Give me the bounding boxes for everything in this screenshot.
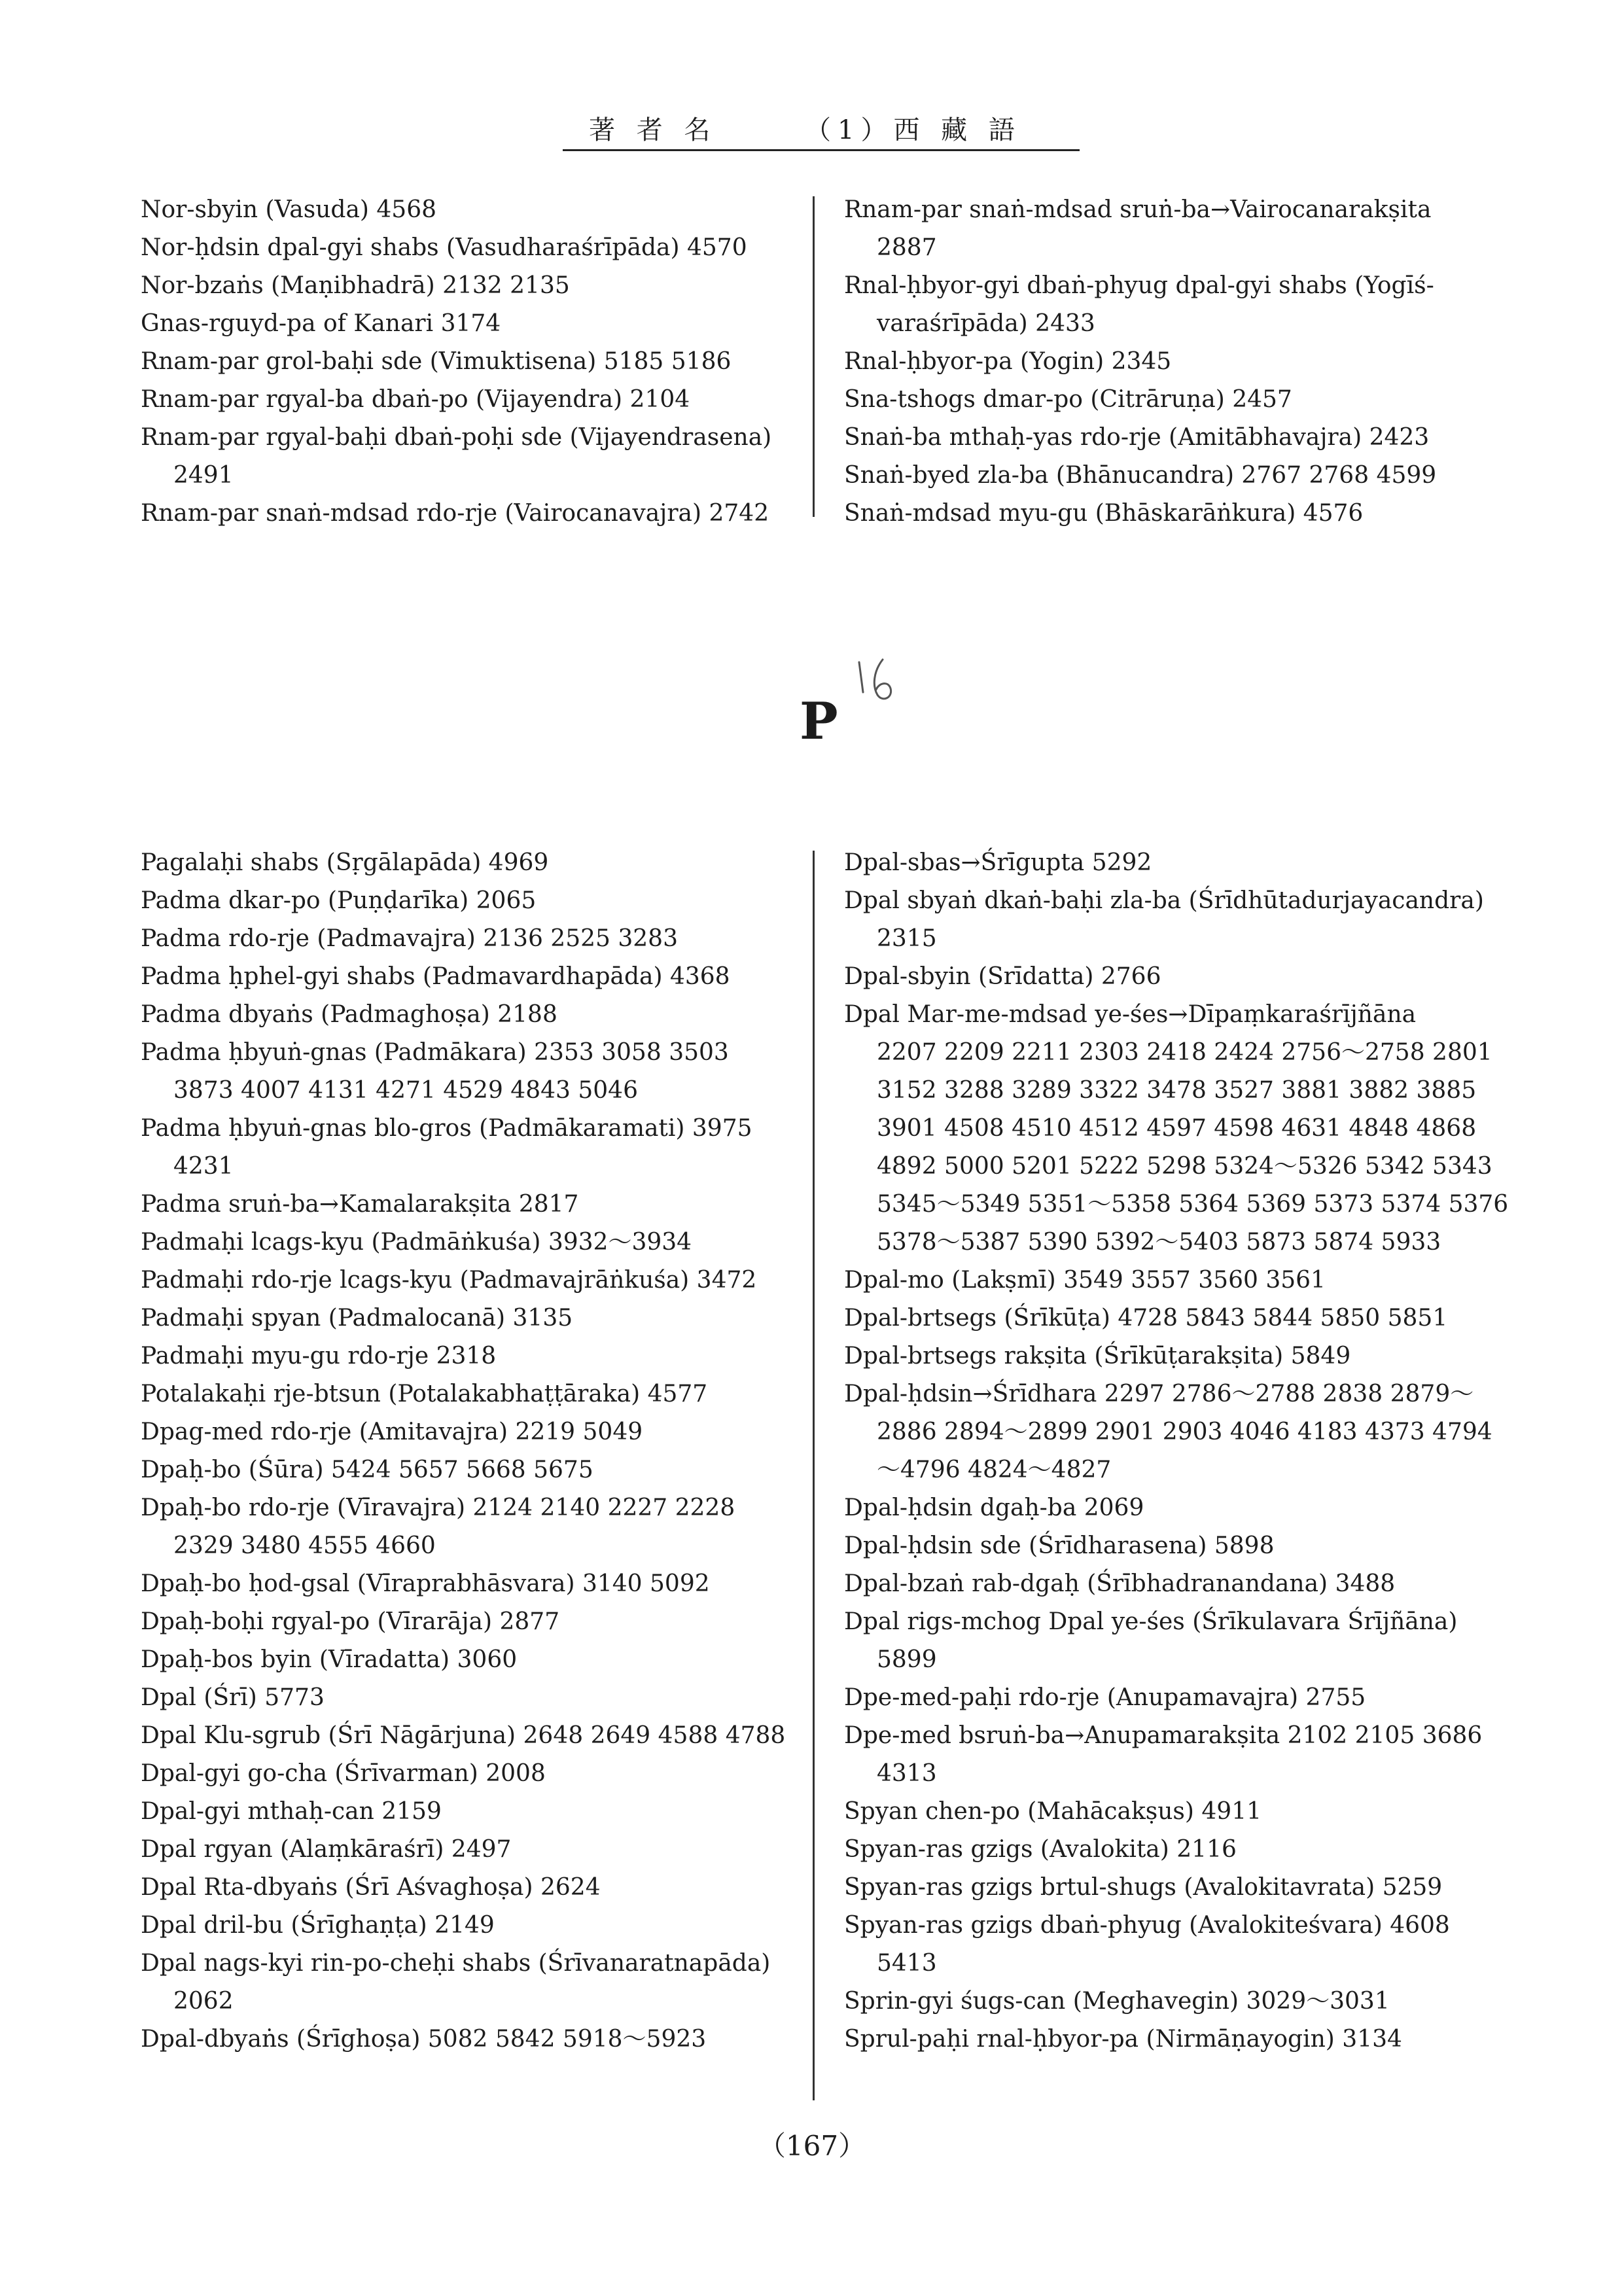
entry-line: Dpal-gyi mthaḥ-can 2159 [141,1798,442,1825]
index-entry [141,1755,785,1793]
index-entry [844,882,1508,958]
index-entry [141,1831,785,1869]
entry-line: Dpal-bzaṅ rab-dgaḥ (Śrībhadranandana) 3488 [844,1570,1396,1597]
index-entry [844,1299,1508,1337]
entry-line: Dpal-sbyin (Srīdatta) 2766 [844,963,1161,990]
entry-continuation: 2207 2209 2211 2303 2418 2424 2756～2758 2801 [877,1039,1492,1066]
entry-continuation: 2886 2894～2899 2901 2903 4046 4183 4373 4794 [877,1419,1492,1445]
index-entry [141,1489,785,1565]
entry-continuation: 5413 [877,1950,937,1977]
index-entry [141,1224,785,1262]
index-entry [141,1603,785,1641]
index-entry [141,1793,785,1831]
entry-line: Sprul-paḥi rnal-ḥbyor-pa (Nirmāṇayogin) 3134 [844,2026,1402,2053]
index-entry [844,1869,1508,1907]
entry-line: Dpe-med bsruṅ-ba→Anupamarakṣita 2102 2105 3686 [844,1722,1483,1749]
entry-continuation: varaśrīpāda) 2433 [877,310,1095,337]
index-entry [844,844,1508,882]
entry-line: Padma dkar-po (Puṇḍarīka) 2065 [141,887,537,914]
index-entry [141,1262,785,1299]
page-header [563,111,1080,151]
entry-line: Snaṅ-mdsad myu-gu (Bhāskarāṅkura) 4576 [844,500,1364,527]
index-entry [844,1793,1508,1831]
index-entry [141,920,785,958]
entry-line: Padma ḥbyuṅ-gnas (Padmākara) 2353 3058 3503 [141,1039,729,1066]
column-divider [813,196,815,517]
entry-line: Dpag-med rdo-rje (Amitavajra) 2219 5049 [141,1419,643,1445]
index-entry [141,1869,785,1907]
index-entry [844,958,1508,996]
entry-line: Gnas-rguyd-pa of Kanari 3174 [141,310,501,337]
top-right-column [844,191,1436,533]
entry-continuation: 2329 3480 4555 4660 [173,1532,436,1559]
index-entry [141,1337,785,1375]
entry-line: Padma ḥbyuṅ-gnas blo-gros (Padmākaramati) 3975 [141,1115,752,1142]
entry-line: Dpaḥ-bos byin (Vīradatta) 3060 [141,1646,518,1673]
entry-line: Dpal-brtsegs (Śrīkūṭa) 4728 5843 5844 5850 5851 [844,1305,1448,1332]
entry-line: Sna-tshogs dmar-po (Citrāruṇa) 2457 [844,386,1292,413]
entry-continuation: 2315 [877,925,937,952]
index-entry [844,1489,1508,1527]
entry-line: Potalakaḥi rje-btsun (Potalakabhaṭṭāraka) 4577 [141,1381,708,1407]
index-entry [844,1907,1508,1983]
entry-line: Dpal rgyan (Alaṃkāraśrī) 2497 [141,1836,512,1863]
index-entry [141,1641,785,1679]
index-entry [141,958,785,996]
entry-line: Padmaḥi rdo-rje lcags-kyu (Padmavajrāṅkuśa) 3472 [141,1267,757,1294]
index-entry [844,267,1436,343]
entry-line: Dpal-brtsegs rakṣita (Śrīkūṭarakṣita) 5849 [844,1343,1351,1369]
entry-line: Spyan-ras gzigs dbaṅ-phyug (Avalokiteśvara) 4608 [844,1912,1450,1939]
entry-continuation: 5378～5387 5390 5392～5403 5873 5874 5933 [877,1229,1441,1256]
entry-line: Padma dbyaṅs (Padmaghoṣa) 2188 [141,1001,557,1028]
entry-line: Pagalaḥi shabs (Sṛgālapāda) 4969 [141,849,549,876]
index-entry [844,1565,1508,1603]
entry-line: Snaṅ-byed zla-ba (Bhānucandra) 2767 2768 4599 [844,462,1437,489]
index-entry [844,1527,1508,1565]
entry-line: Nor-sbyin (Vasuda) 4568 [141,196,437,223]
entry-line: Dpal (Śrī) 5773 [141,1684,325,1711]
page-number: （167） [758,2130,866,2162]
index-entry [141,1299,785,1337]
column-divider [813,851,815,2100]
entry-continuation: 3152 3288 3289 3322 3478 3527 3881 3882 3885 [877,1077,1477,1104]
entry-line: Dpal-sbas→Śrīgupta 5292 [844,849,1152,876]
header-title: 著 者 名 [589,115,717,145]
entry-continuation: 5345～5349 5351～5358 5364 5369 5373 5374 5376 [877,1191,1509,1218]
entry-line: Rnam-par rgyal-baḥi dbaṅ-poḥi sde (Vijayendrasena) [141,424,772,451]
entry-line: Dpaḥ-bo rdo-rje (Vīravajra) 2124 2140 2227 2228 [141,1494,735,1521]
entry-line: Padma sruṅ-ba→Kamalarakṣita 2817 [141,1191,579,1218]
index-entry [141,996,785,1034]
index-entry [844,2021,1508,2058]
bottom-right-column [844,844,1508,2058]
entry-line: Padmaḥi spyan (Padmalocanā) 3135 [141,1305,573,1332]
entry-line: Padmaḥi myu-gu rdo-rje 2318 [141,1343,497,1369]
index-entry [141,229,771,267]
index-entry [141,495,771,533]
entry-line: Rnam-par snaṅ-mdsad rdo-rje (Vairocanavajra) 2742 [141,500,769,527]
entry-line: Dpal Mar-me-mdsad ye-śes→Dīpaṃkaraśrījñāna [844,1001,1417,1028]
entry-line: Dpal sbyaṅ dkaṅ-baḥi zla-ba (Śrīdhūtadurjayacandra) [844,887,1484,914]
index-entry [844,1262,1508,1299]
entry-line: Dpal-mo (Lakṣmī) 3549 3557 3560 3561 [844,1267,1326,1294]
entry-line: Dpaḥ-bo (Śūra) 5424 5657 5668 5675 [141,1457,593,1483]
index-entry [141,1034,785,1110]
entry-line: Spyan-ras gzigs brtul-shugs (Avalokitavrata) 5259 [844,1874,1443,1901]
index-entry [141,419,771,495]
section-letter: P [800,692,838,751]
entry-continuation: 2062 [173,1988,234,2015]
entry-line: Dpal-ḥdsin sde (Śrīdharasena) 5898 [844,1532,1275,1559]
index-entry [844,343,1436,381]
entry-line: Dpal dril-bu (Śrīghaṇṭa) 2149 [141,1912,495,1939]
entry-line: Nor-bzaṅs (Maṇibhadrā) 2132 2135 [141,272,570,299]
index-entry [141,343,771,381]
entry-line: Dpal rigs-mchog Dpal ye-śes (Śrīkulavara Śrījñāna) [844,1608,1458,1635]
entry-line: Rnam-par grol-baḥi sde (Vimuktisena) 5185 5186 [141,348,732,375]
index-entry [141,1907,785,1945]
index-entry [141,191,771,229]
entry-line: Padma rdo-rje (Padmavajra) 2136 2525 3283 [141,925,678,952]
index-entry [844,1983,1508,2021]
entry-line: Dpal Klu-sgrub (Śrī Nāgārjuna) 2648 2649 4588 4788 [141,1722,786,1749]
index-entry [844,191,1436,267]
entry-line: Snaṅ-ba mthaḥ-yas rdo-rje (Amitābhavajra) 2423 [844,424,1430,451]
index-entry [141,1565,785,1603]
entry-line: Dpal-ḥdsin dgaḥ-ba 2069 [844,1494,1144,1521]
entry-line: Dpal-gyi go-cha (Śrīvarman) 2008 [141,1760,546,1787]
index-entry [141,1451,785,1489]
index-entry [141,1717,785,1755]
index-entry [141,1679,785,1717]
index-entry [844,996,1508,1262]
entry-line: Padmaḥi lcags-kyu (Padmāṅkuśa) 3932～3934 [141,1229,692,1256]
bottom-left-column [141,844,785,2058]
entry-line: Padma ḥphel-gyi shabs (Padmavardhapāda) 4368 [141,963,730,990]
entry-continuation: 4313 [877,1760,937,1787]
index-entry [844,381,1436,419]
index-entry [141,882,785,920]
index-entry [141,1186,785,1224]
index-entry [141,305,771,343]
entry-line: Dpal-ḥdsin→Śrīdhara 2297 2786～2788 2838 2879～ [844,1381,1474,1407]
index-entry [141,2021,785,2058]
index-entry [141,267,771,305]
index-entry [844,1375,1508,1489]
index-entry [141,844,785,882]
index-entry [844,1831,1508,1869]
index-entry [844,1717,1508,1793]
index-entry [141,1375,785,1413]
entry-continuation: 4231 [173,1153,234,1180]
entry-line: Spyan chen-po (Mahācakṣus) 4911 [844,1798,1262,1825]
entry-line: Dpaḥ-boḥi rgyal-po (Vīrarāja) 2877 [141,1608,560,1635]
entry-continuation: 3901 4508 4510 4512 4597 4598 4631 4848 4868 [877,1115,1477,1142]
entry-line: Nor-ḥdsin dpal-gyi shabs (Vasudharaśrīpāda) 4570 [141,234,747,261]
index-entry [844,495,1436,533]
entry-line: Dpal Rta-dbyaṅs (Śrī Aśvaghoṣa) 2624 [141,1874,601,1901]
index-entry [141,1110,785,1186]
entry-line: Rnam-par snaṅ-mdsad sruṅ-ba→Vairocanarakṣita [844,196,1432,223]
entry-line: Spyan-ras gzigs (Avalokita) 2116 [844,1836,1237,1863]
index-entry [844,1337,1508,1375]
entry-line: Rnam-par rgyal-ba dbaṅ-po (Vijayendra) 2104 [141,386,690,413]
entry-line: Rnal-ḥbyor-pa (Yogin) 2345 [844,348,1172,375]
handwritten-mark [854,654,906,713]
entry-line: Sprin-gyi śugs-can (Meghavegin) 3029～3031 [844,1988,1390,2015]
entry-continuation: 4892 5000 5201 5222 5298 5324～5326 5342 5343 [877,1153,1492,1180]
index-entry [844,1603,1508,1679]
header-section: （1）西 藏 語 [805,115,1021,145]
index-entry [141,381,771,419]
entry-line: Dpaḥ-bo ḥod-gsal (Vīraprabhāsvara) 3140 5092 [141,1570,710,1597]
entry-continuation: 2887 [877,234,937,261]
entry-continuation: 3873 4007 4131 4271 4529 4843 5046 [173,1077,638,1104]
entry-continuation: 2491 [173,462,234,489]
top-left-column [141,191,771,533]
index-entry [141,1413,785,1451]
entry-line: Rnal-ḥbyor-gyi dbaṅ-phyug dpal-gyi shabs (Yogīś- [844,272,1434,299]
entry-line: Dpe-med-paḥi rdo-rje (Anupamavajra) 2755 [844,1684,1366,1711]
entry-line: Dpal-dbyaṅs (Śrīghoṣa) 5082 5842 5918～5923 [141,2026,707,2053]
index-entry [844,1679,1508,1717]
index-entry [844,419,1436,457]
index-entry [141,1945,785,2021]
entry-continuation: ～4796 4824～4827 [877,1457,1112,1483]
entry-line: Dpal nags-kyi rin-po-cheḥi shabs (Śrīvanaratnapāda) [141,1950,771,1977]
index-entry [844,457,1436,495]
entry-continuation: 5899 [877,1646,937,1673]
